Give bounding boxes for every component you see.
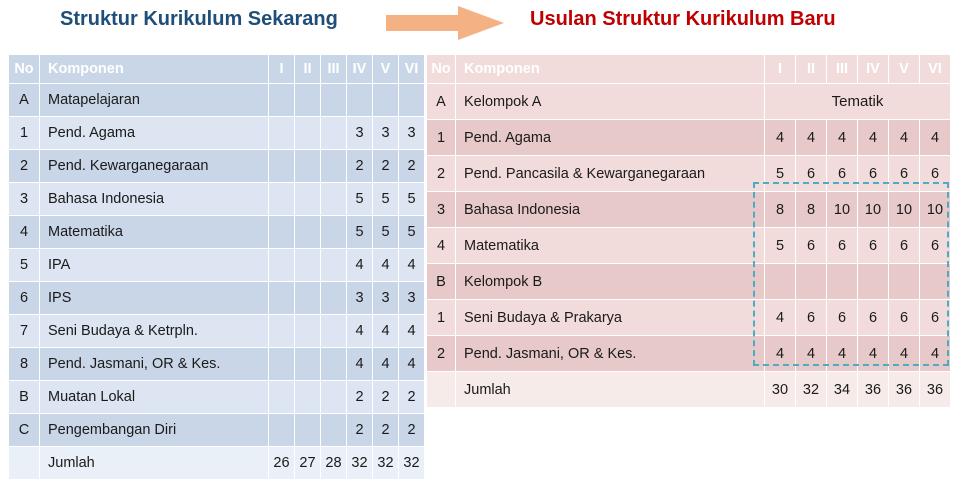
cell-total-grade-6: 32	[399, 447, 425, 480]
table-total-row	[9, 447, 425, 480]
cell-grade-1: 4	[765, 300, 796, 336]
cell-grade-4	[858, 264, 889, 300]
cell-grade-3: 6	[827, 300, 858, 336]
cell-no: 8	[9, 348, 40, 381]
cell-grade-5: 4	[889, 120, 920, 156]
table-row	[427, 84, 951, 120]
cell-no: 1	[427, 300, 456, 336]
cell-grade-2: 6	[796, 228, 827, 264]
cell-grade-4: 4	[347, 348, 373, 381]
cell-komponen: Pend. Jasmani, OR & Kes.	[40, 348, 269, 381]
cell-grade-2	[295, 117, 321, 150]
cell-grade-6: 4	[399, 249, 425, 282]
header-grade-1: I	[269, 55, 295, 84]
cell-grade-4: 10	[858, 192, 889, 228]
header-grade-5: V	[373, 55, 399, 84]
cell-grade-2	[295, 348, 321, 381]
cell-no: 2	[427, 156, 456, 192]
cell-grade-4: 2	[347, 381, 373, 414]
cell-grade-3	[321, 216, 347, 249]
cell-grade-3: 4	[827, 336, 858, 372]
header-grade-4: IV	[858, 55, 889, 84]
cell-total-grade-4: 32	[347, 447, 373, 480]
table-row	[9, 117, 425, 150]
cell-no: 4	[9, 216, 40, 249]
cell-grade-1	[269, 84, 295, 117]
cell-grade-3	[321, 249, 347, 282]
table-header-row	[9, 55, 425, 84]
header-grade-1: I	[765, 55, 796, 84]
cell-komponen: Matematika	[456, 228, 765, 264]
cell-grade-6: 4	[920, 336, 951, 372]
cell-grade-5: 4	[373, 348, 399, 381]
cell-grade-2	[295, 414, 321, 447]
cell-grade-4: 6	[858, 300, 889, 336]
table-row	[9, 315, 425, 348]
cell-grade-4: 4	[347, 315, 373, 348]
right-arrow-icon	[386, 6, 506, 40]
cell-grade-2	[295, 315, 321, 348]
cell-grade-5: 10	[889, 192, 920, 228]
cell-no: 1	[9, 117, 40, 150]
cell-grade-3	[321, 348, 347, 381]
cell-total-grade-3: 28	[321, 447, 347, 480]
cell-no: 3	[9, 183, 40, 216]
cell-no: 6	[9, 282, 40, 315]
cell-grade-4: 2	[347, 414, 373, 447]
cell-grade-6: 6	[920, 300, 951, 336]
cell-total-grade-3: 34	[827, 372, 858, 408]
cell-no: B	[427, 264, 456, 300]
header-grade-2: II	[295, 55, 321, 84]
cell-grade-4: 5	[347, 183, 373, 216]
cell-no: 2	[9, 150, 40, 183]
table-row	[9, 183, 425, 216]
cell-grade-5: 5	[373, 183, 399, 216]
cell-komponen: IPS	[40, 282, 269, 315]
cell-grade-5: 5	[373, 216, 399, 249]
table-row	[427, 300, 951, 336]
cell-grade-6: 2	[399, 381, 425, 414]
cell-grade-4: 2	[347, 150, 373, 183]
cell-grade-5: 2	[373, 414, 399, 447]
cell-grade-1	[269, 282, 295, 315]
cell-total-grade-5: 36	[889, 372, 920, 408]
cell-grade-1	[269, 348, 295, 381]
cell-grade-3	[321, 414, 347, 447]
cell-grade-3	[321, 183, 347, 216]
cell-total-grade-2: 32	[796, 372, 827, 408]
table-row	[9, 249, 425, 282]
cell-grade-6: 2	[399, 414, 425, 447]
cell-grade-3	[827, 264, 858, 300]
cell-grade-5: 6	[889, 156, 920, 192]
cell-grade-2: 8	[796, 192, 827, 228]
cell-grade-4: 6	[858, 156, 889, 192]
cell-grade-1	[269, 381, 295, 414]
cell-grade-3: 10	[827, 192, 858, 228]
cell-grade-2	[295, 216, 321, 249]
cell-no	[427, 372, 456, 408]
cell-no: 5	[9, 249, 40, 282]
table-total-row	[427, 372, 951, 408]
table-row	[427, 156, 951, 192]
cell-grade-2: 4	[796, 336, 827, 372]
cell-grade-1: 5	[765, 156, 796, 192]
page-title-left: Struktur Kurikulum Sekarang	[60, 8, 338, 30]
cell-komponen: Kelompok A	[456, 84, 765, 120]
page-title-right: Usulan Struktur Kurikulum Baru	[530, 8, 836, 30]
table-row	[9, 84, 425, 117]
cell-grade-6: 3	[399, 282, 425, 315]
left-curriculum-table	[8, 54, 425, 480]
cell-total-label: Jumlah	[456, 372, 765, 408]
cell-grade-4: 4	[858, 120, 889, 156]
cell-grade-5: 6	[889, 228, 920, 264]
cell-grade-4: 3	[347, 117, 373, 150]
cell-grade-1	[765, 264, 796, 300]
header-no: No	[427, 55, 456, 84]
cell-grade-1	[269, 117, 295, 150]
cell-komponen: Bahasa Indonesia	[40, 183, 269, 216]
cell-komponen: Pend. Agama	[456, 120, 765, 156]
cell-grade-6	[920, 264, 951, 300]
cell-grade-6: 3	[399, 117, 425, 150]
cell-grade-1	[269, 249, 295, 282]
cell-komponen: IPA	[40, 249, 269, 282]
header-komponen: Komponen	[456, 55, 765, 84]
cell-grade-5: 4	[373, 249, 399, 282]
cell-grade-3	[321, 282, 347, 315]
cell-komponen: Matematika	[40, 216, 269, 249]
cell-komponen: Seni Budaya & Ketrpln.	[40, 315, 269, 348]
cell-komponen: Pend. Pancasila & Kewarganegaraan	[456, 156, 765, 192]
cell-no: 1	[427, 120, 456, 156]
cell-grade-6: 2	[399, 150, 425, 183]
cell-grade-5: 2	[373, 381, 399, 414]
table-header-row	[427, 55, 951, 84]
cell-grade-2	[295, 249, 321, 282]
table-row	[9, 381, 425, 414]
header-grade-5: V	[889, 55, 920, 84]
cell-grade-2	[295, 183, 321, 216]
cell-grade-1	[269, 183, 295, 216]
cell-grade-1	[269, 150, 295, 183]
cell-total-grade-1: 30	[765, 372, 796, 408]
cell-grade-2: 6	[796, 300, 827, 336]
cell-grade-3	[321, 315, 347, 348]
cell-no	[9, 447, 40, 480]
header-grade-6: VI	[920, 55, 951, 84]
cell-grade-1	[269, 315, 295, 348]
header-komponen: Komponen	[40, 55, 269, 84]
cell-grade-2: 6	[796, 156, 827, 192]
table-row	[9, 150, 425, 183]
cell-komponen: Kelompok B	[456, 264, 765, 300]
tematik-label: Tematik	[765, 84, 951, 120]
cell-grade-5	[373, 84, 399, 117]
cell-grade-2	[295, 282, 321, 315]
cell-grade-6: 4	[399, 315, 425, 348]
cell-total-grade-6: 36	[920, 372, 951, 408]
cell-grade-4	[347, 84, 373, 117]
cell-komponen: Pend. Kewarganegaraan	[40, 150, 269, 183]
cell-grade-6: 4	[920, 120, 951, 156]
cell-grade-1: 4	[765, 336, 796, 372]
header-no: No	[9, 55, 40, 84]
cell-grade-5	[889, 264, 920, 300]
cell-komponen: Seni Budaya & Prakarya	[456, 300, 765, 336]
table-row	[9, 282, 425, 315]
table-row	[427, 228, 951, 264]
cell-no: A	[427, 84, 456, 120]
cell-grade-1: 8	[765, 192, 796, 228]
cell-grade-6: 5	[399, 216, 425, 249]
cell-grade-4: 3	[347, 282, 373, 315]
cell-total-label: Jumlah	[40, 447, 269, 480]
table-row	[427, 192, 951, 228]
cell-grade-4: 4	[858, 336, 889, 372]
cell-no: A	[9, 84, 40, 117]
cell-grade-1	[269, 414, 295, 447]
cell-grade-5: 2	[373, 150, 399, 183]
cell-grade-4: 5	[347, 216, 373, 249]
cell-no: C	[9, 414, 40, 447]
header-grade-4: IV	[347, 55, 373, 84]
cell-grade-3: 6	[827, 156, 858, 192]
table-row	[427, 336, 951, 372]
cell-komponen: Pengembangan Diri	[40, 414, 269, 447]
cell-grade-5: 6	[889, 300, 920, 336]
cell-grade-6: 4	[399, 348, 425, 381]
cell-komponen: Matapelajaran	[40, 84, 269, 117]
cell-grade-2	[295, 381, 321, 414]
header-grade-3: III	[827, 55, 858, 84]
cell-grade-1	[269, 216, 295, 249]
cell-grade-3	[321, 84, 347, 117]
table-row	[427, 120, 951, 156]
cell-grade-6: 6	[920, 228, 951, 264]
cell-komponen: Muatan Lokal	[40, 381, 269, 414]
cell-no: 3	[427, 192, 456, 228]
cell-total-grade-4: 36	[858, 372, 889, 408]
cell-grade-2	[796, 264, 827, 300]
cell-total-grade-5: 32	[373, 447, 399, 480]
cell-grade-4: 4	[347, 249, 373, 282]
cell-grade-1: 4	[765, 120, 796, 156]
cell-grade-2	[295, 150, 321, 183]
cell-grade-5: 3	[373, 282, 399, 315]
cell-komponen: Pend. Jasmani, OR & Kes.	[456, 336, 765, 372]
table-row	[427, 264, 951, 300]
cell-grade-6: 5	[399, 183, 425, 216]
cell-no: B	[9, 381, 40, 414]
cell-grade-2: 4	[796, 120, 827, 156]
cell-grade-3	[321, 381, 347, 414]
table-row	[9, 348, 425, 381]
cell-no: 7	[9, 315, 40, 348]
cell-total-grade-2: 27	[295, 447, 321, 480]
table-row	[9, 216, 425, 249]
cell-no: 4	[427, 228, 456, 264]
cell-grade-3: 6	[827, 228, 858, 264]
cell-grade-3	[321, 117, 347, 150]
cell-no: 2	[427, 336, 456, 372]
cell-grade-5: 4	[373, 315, 399, 348]
cell-grade-5: 4	[889, 336, 920, 372]
cell-grade-4: 6	[858, 228, 889, 264]
cell-grade-5: 3	[373, 117, 399, 150]
cell-total-grade-1: 26	[269, 447, 295, 480]
cell-grade-6	[399, 84, 425, 117]
cell-grade-6: 10	[920, 192, 951, 228]
cell-komponen: Bahasa Indonesia	[456, 192, 765, 228]
right-curriculum-table	[426, 54, 951, 408]
cell-grade-3: 4	[827, 120, 858, 156]
header-grade-3: III	[321, 55, 347, 84]
cell-grade-1: 5	[765, 228, 796, 264]
header-grade-2: II	[796, 55, 827, 84]
cell-grade-2	[295, 84, 321, 117]
cell-grade-6: 6	[920, 156, 951, 192]
cell-komponen: Pend. Agama	[40, 117, 269, 150]
header-grade-6: VI	[399, 55, 425, 84]
table-row	[9, 414, 425, 447]
cell-grade-3	[321, 150, 347, 183]
